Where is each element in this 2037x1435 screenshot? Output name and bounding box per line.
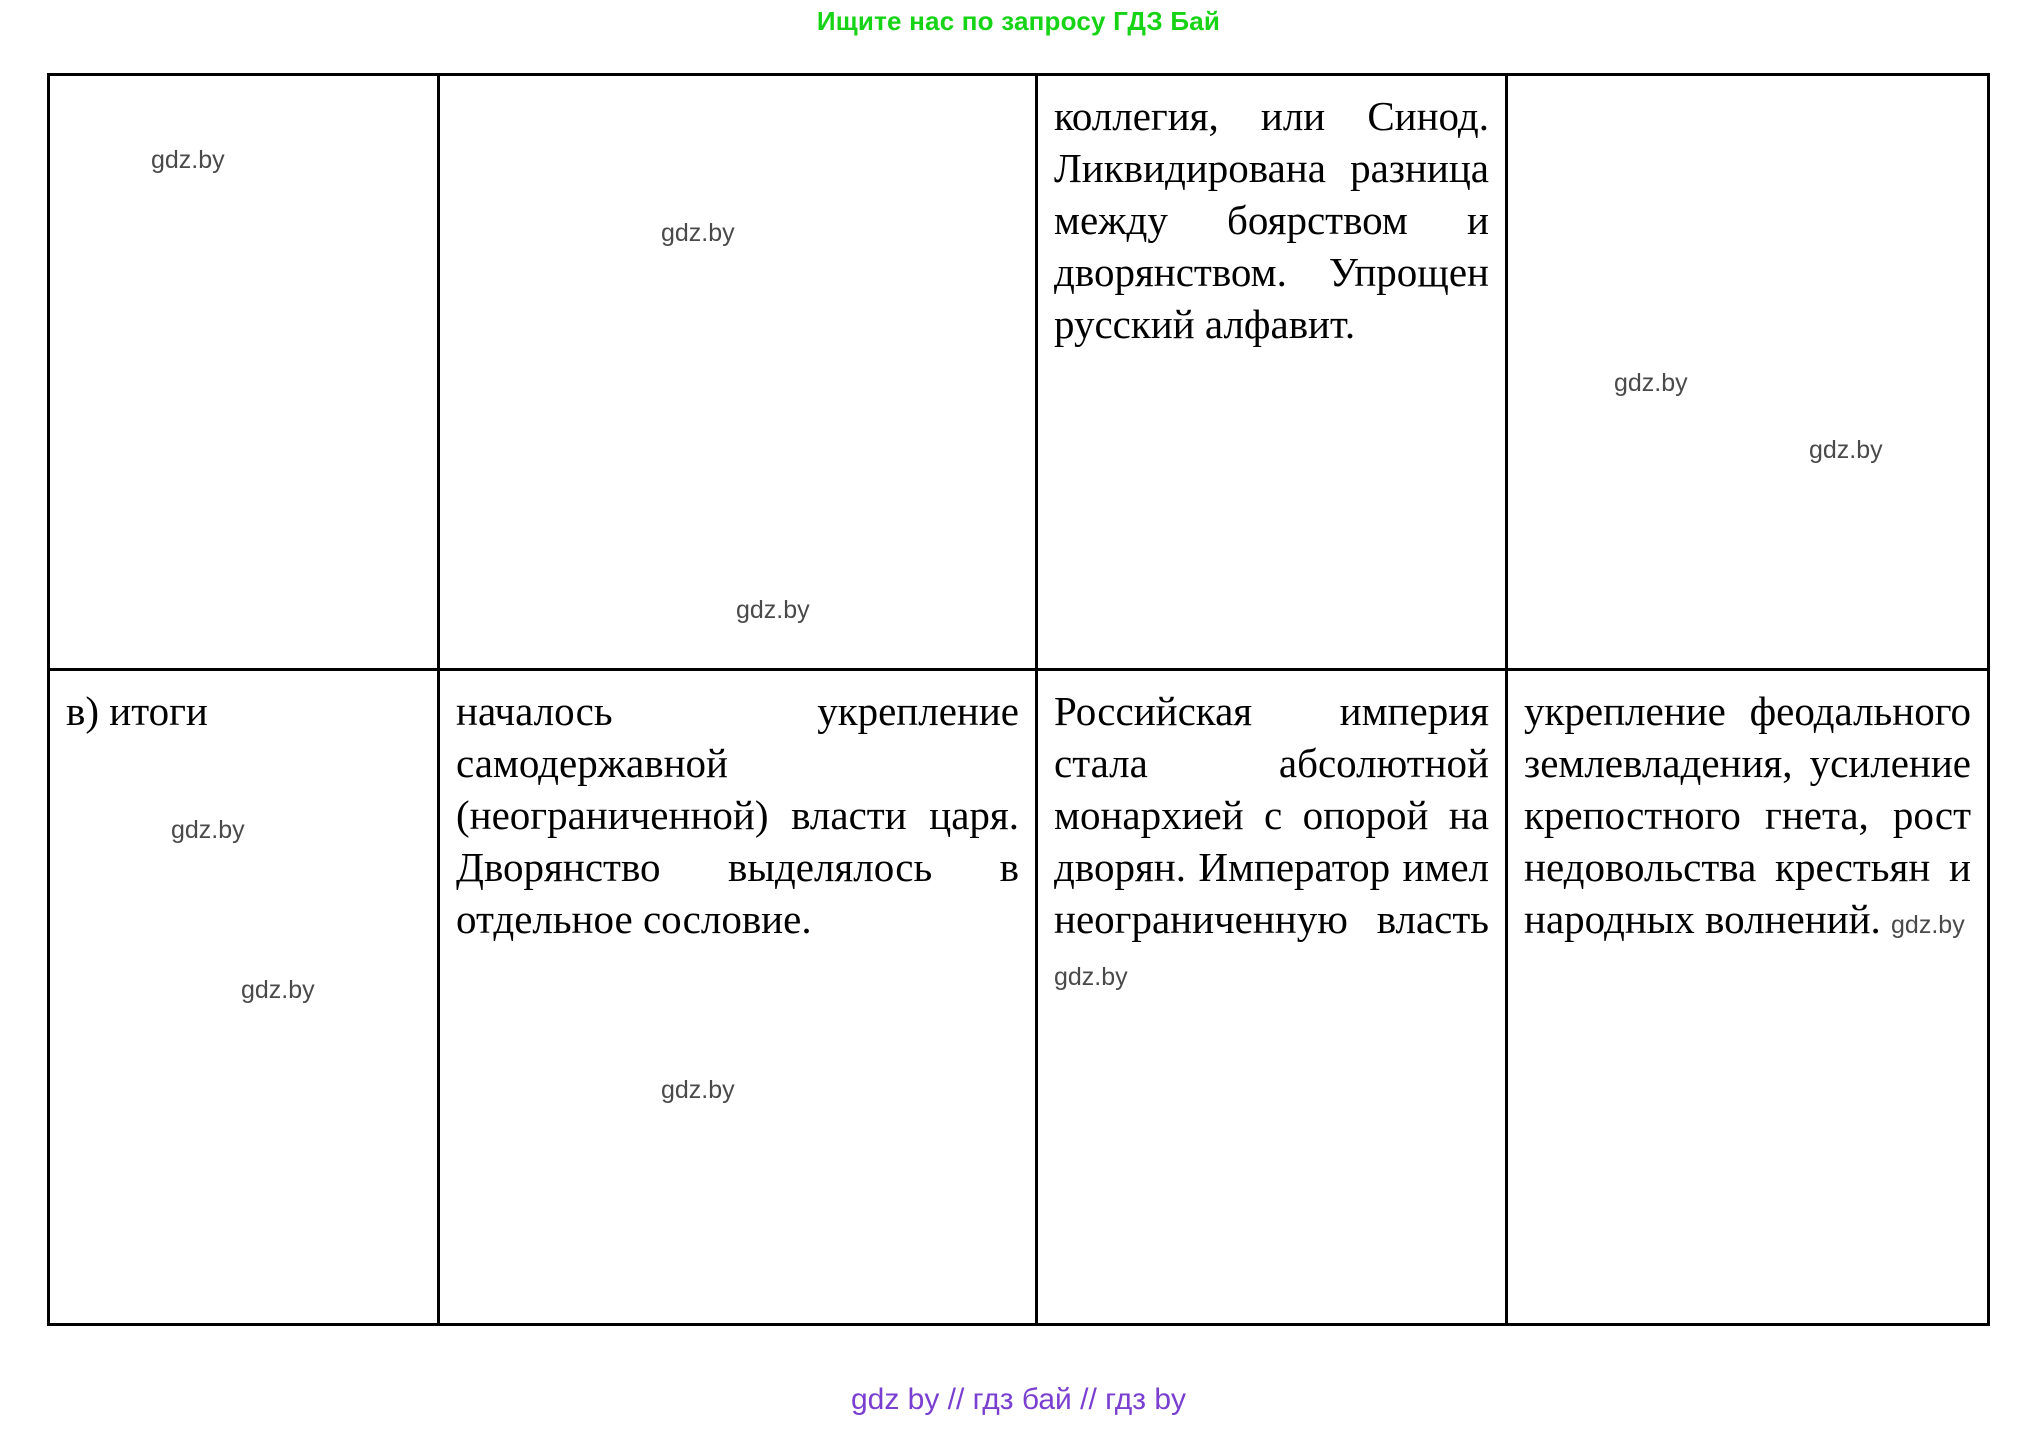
cell-r1c3-text: коллегия, или Синод. Ликвидирована разница между боярством и дворянством. Упрощен русский алфавит. [1054,93,1489,348]
cell-r2c4-text: укрепление феодального землевладения, усиление крепостного гнета, рост недовольства крестьян и народных волнений. [1524,688,1971,943]
bottom-promo-banner: gdz by // гдз бай // гдз by [850,1383,1187,1416]
watermark-text: gdz.by [736,596,810,624]
watermark-text: gdz.by [1891,911,1965,940]
table-row [49,75,1989,670]
comparison-table [47,73,1990,1326]
cell-r2c3-text: Российская империя стала абсолютной монархией с опорой на дворян. Император имел неограниченную власть [1054,688,1489,943]
cell-r2c2 [439,670,1037,1325]
cell-r2c2-text: началось укрепление самодержавной (неограниченной) власти царя. Дворянство выделялось в отдельное сословие. [456,688,1019,943]
cell-r1c3 [1037,75,1507,670]
cell-r1c1 [49,75,439,670]
watermark-text: gdz.by [1054,963,1128,992]
watermark-text: gdz.by [151,146,225,174]
watermark-text: gdz.by [1809,436,1883,464]
cell-r2c4 [1507,670,1989,1325]
watermark-text: gdz.by [241,976,315,1004]
table-row [49,670,1989,1325]
watermark-text: gdz.by [1614,369,1688,397]
cell-r1c2 [439,75,1037,670]
watermark-text: gdz.by [171,816,245,844]
cell-r2c3 [1037,670,1507,1325]
top-promo-banner: Ищите нас по запросу ГДЗ Бай [816,6,1221,36]
cell-r2c1-text: в) итоги [66,688,208,734]
cell-r2c1 [49,670,439,1325]
watermark-text: gdz.by [661,1076,735,1104]
cell-r1c4 [1507,75,1989,670]
watermark-text: gdz.by [661,219,735,247]
